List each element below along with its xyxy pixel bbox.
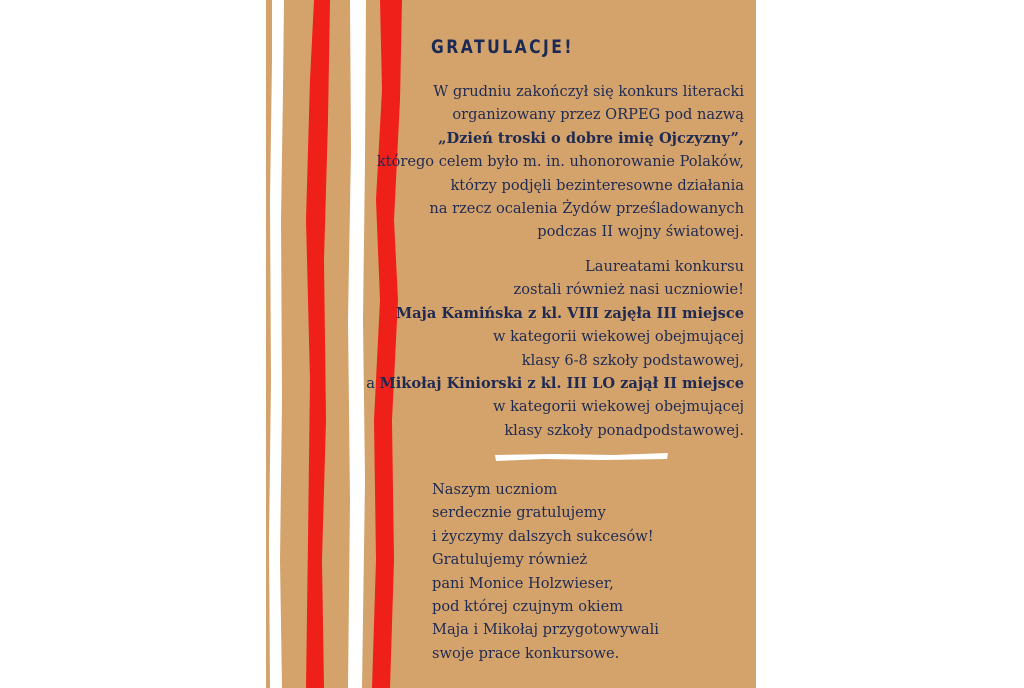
text-line: W grudniu zakończył się konkurs literacki (433, 83, 744, 100)
text-line: organizowany przez ORPEG pod nazwą (452, 106, 744, 124)
text-line (304, 372, 744, 395)
poster (266, 0, 756, 688)
intro-paragraph (304, 80, 744, 244)
text-line: Naszym uczniom (432, 481, 558, 498)
text-line: zostali również nasi uczniowie! (513, 281, 744, 299)
text-line: Gratulujemy również (432, 551, 588, 569)
text-line: pani Monice Holzwieser, (432, 574, 614, 592)
laureate-mikolaj: Mikołaj Kiniorski z kl. III LO zajął II miejsce (379, 375, 744, 393)
text-line: klasy 6-8 szkoły podstawowej, (521, 351, 744, 369)
page-title: GRATULACJE! (431, 36, 574, 58)
text-line: w kategorii wiekowej obejmującej (492, 398, 744, 416)
congrats-paragraph (432, 478, 659, 665)
text-line: swoje prace konkursowe. (432, 644, 620, 662)
text-prefix: a (366, 375, 380, 393)
text-line: klasy szkoły ponadpodstawowej. (504, 421, 744, 439)
text-line: Laureatami konkursu (585, 258, 744, 275)
text-line: na rzecz ocalenia Żydów prześladowanych (429, 200, 744, 218)
text-line: Maja i Mikołaj przygotowywali (432, 621, 659, 639)
text-line: którzy podjęli bezinteresowne działania (450, 176, 744, 194)
text-line: i życzymy dalszych sukcesów! (432, 527, 654, 545)
contest-name: „Dzień troski o dobre imię Ojczyzny”, (438, 129, 744, 147)
laureate-maja: Maja Kamińska z kl. VIII zajęła III miejsce (395, 304, 744, 322)
text-line: pod której czujnym okiem (432, 598, 624, 616)
laureates-paragraph (304, 255, 744, 442)
divider (494, 452, 669, 462)
text-line: w kategorii wiekowej obejmującej (492, 328, 744, 346)
white-stripe-left (269, 0, 284, 688)
text-line: serdecznie gratulujemy (432, 504, 606, 522)
text-line: podczas II wojny światowej. (537, 223, 744, 241)
text-line: którego celem było m. in. uhonorowanie Polaków, (376, 153, 744, 171)
